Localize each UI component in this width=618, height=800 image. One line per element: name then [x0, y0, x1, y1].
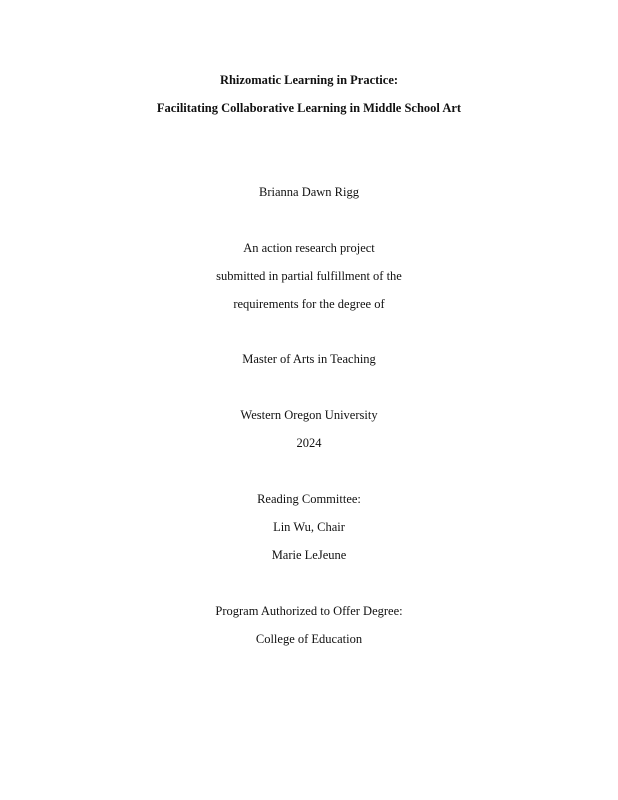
- committee-member-chair: Lin Wu, Chair: [273, 520, 345, 534]
- institution-name: Western Oregon University: [240, 408, 378, 422]
- program-heading: Program Authorized to Offer Degree:: [215, 604, 403, 618]
- program-name: College of Education: [255, 632, 363, 646]
- title-line-1: Rhizomatic Learning in Practice:: [219, 73, 399, 87]
- statement-line-2: submitted in partial fulfillment of the: [216, 269, 402, 283]
- author-name: Brianna Dawn Rigg: [259, 185, 359, 199]
- statement-line-1: An action research project: [243, 241, 375, 255]
- institution-year: 2024: [296, 436, 322, 450]
- degree-name: Master of Arts in Teaching: [242, 352, 376, 366]
- committee-member: Marie LeJeune: [271, 548, 347, 562]
- statement-line-3: requirements for the degree of: [233, 297, 385, 311]
- title-line-2: Facilitating Collaborative Learning in Middle School Art: [156, 101, 462, 115]
- committee-heading: Reading Committee:: [257, 492, 361, 506]
